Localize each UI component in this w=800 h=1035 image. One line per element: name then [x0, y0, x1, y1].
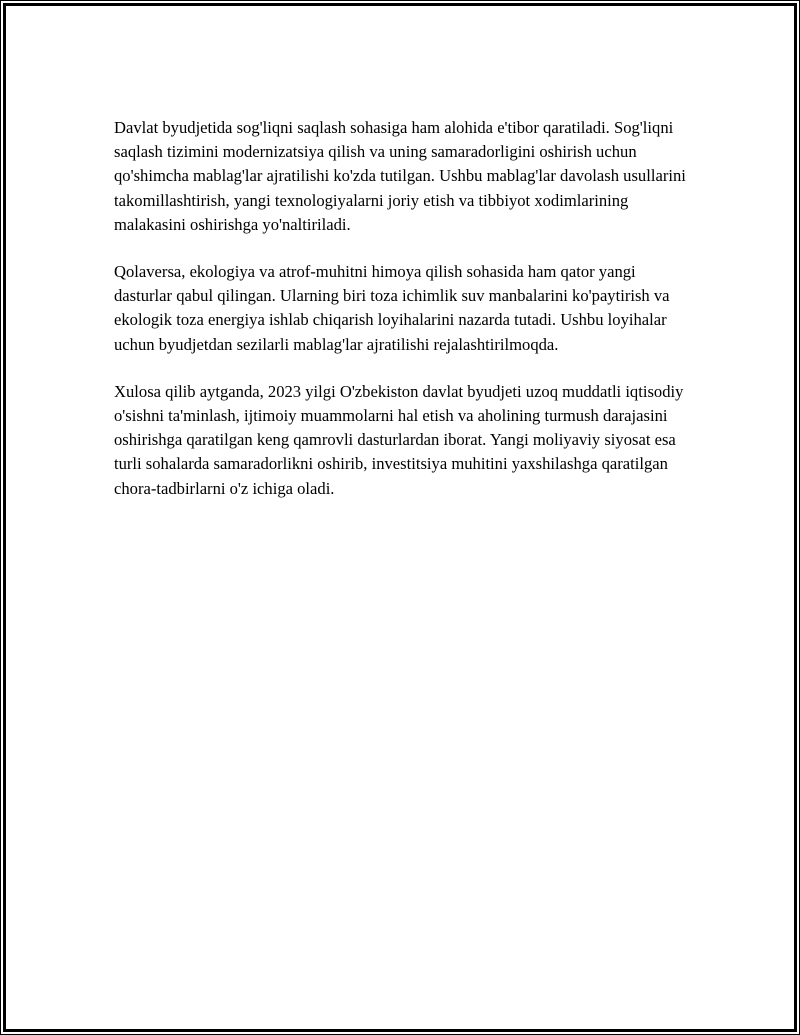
paragraph-conclusion: Xulosa qilib aytganda, 2023 yilgi O'zbekiston davlat byudjeti uzoq muddatli iqtisodiy o'sishni ta'minlash, ijtimoiy muammolarni hal etish va aholining turmush darajasini oshirishga qaratilgan keng qamrovli dasturlardan iborat. Yangi moliyaviy siyosat esa turli sohalarda samaradorlikni oshirib, investitsiya muhitini yaxshilashga qaratilgan chora-tadbirlarni o'z ichiga oladi. [114, 381, 684, 498]
paragraph-healthcare: Davlat byudjetida sog'liqni saqlash sohasiga ham alohida e'tibor qaratiladi. Sog'liqni saqlash tizimini modernizatsiya qilish va uning samaradorligini oshirish uchun qo'shimcha mablag'lar ajratilishi ko'zda tutilgan. Ushbu mablag'lar davolash usullarini takomillashtirish, yangi texnologiyalarni joriy etish va tibbiyot xodimlarining malakasini oshirishga yo'naltiriladi. [114, 118, 686, 234]
document-body [114, 116, 689, 524]
paragraph-ecology: Qolaversa, ekologiya va atrof-muhitni himoya qilish sohasida ham qator yangi dasturlar qabul qilingan. Ularning biri toza ichimlik suv manbalarini ko'paytirish va ekologik toza energiya ishlab chiqarish loyihalarini nazarda tutadi. Ushbu loyihalar uchun byudjetdan sezilarli mablag'lar ajratilishi rejalashtirilmoqda. [114, 262, 670, 354]
